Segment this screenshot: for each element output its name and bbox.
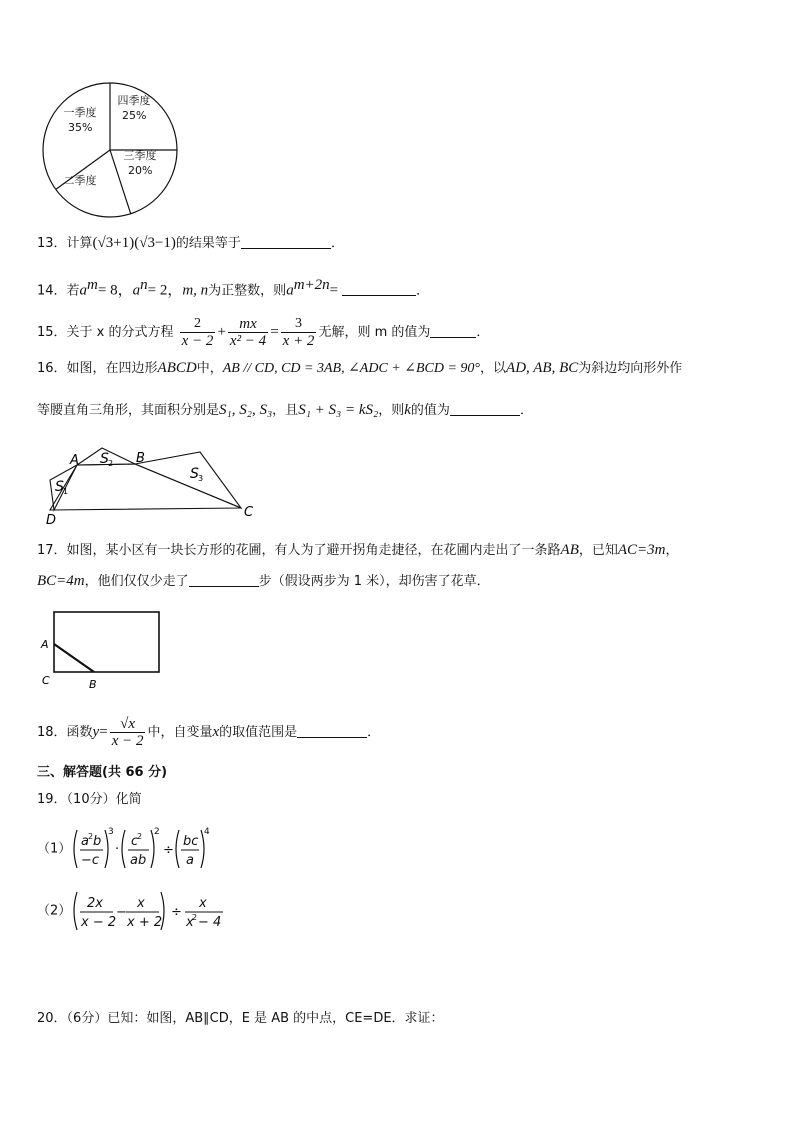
fraction: $\frac{√x}{x - 2}$ bbox=[111, 716, 144, 749]
svg-text:x + 2: x + 2 bbox=[127, 915, 163, 930]
pie-slice-label: 一季度 bbox=[63, 106, 97, 119]
answer-blank bbox=[241, 234, 331, 249]
answer-blank bbox=[430, 323, 476, 338]
svg-text:·: · bbox=[115, 842, 120, 857]
question-16-line-2: 等腰直角三角形，其面积分别是S₁, S₂, S₃，且S₁ + S₃ = kS₂，则k的值为 ． bbox=[37, 402, 533, 418]
label-S2: S bbox=[100, 451, 109, 467]
svg-text:x − 2: x − 2 bbox=[81, 915, 117, 930]
svg-text:x: x bbox=[186, 915, 194, 930]
question-13: 13．计算(√3+1)(√3−1)的结果等于 ． bbox=[37, 235, 344, 251]
svg-text:x: x bbox=[137, 896, 145, 911]
svg-text:ab: ab bbox=[130, 853, 147, 868]
question-17-line-2: BC=4m，他们仅仅少走了 步（假设两步为 1 米），却伤害了花草． bbox=[37, 573, 490, 589]
answer-blank bbox=[342, 281, 416, 296]
svg-text:b: b bbox=[93, 834, 102, 849]
question-18: 18．函数y= $\frac{√x}{x - 2}$ 中，自变量x的取值范围是 ． bbox=[37, 716, 381, 749]
question-14: 14．若$a^m= 8$，$a^n= 2$，m, n为正整数，则$a^{m+2n}=$ ． bbox=[37, 277, 430, 299]
pie-slice-label: 三季度 bbox=[123, 149, 157, 162]
pie-slice-label: 二季度 bbox=[63, 174, 97, 187]
label-C: C bbox=[244, 505, 254, 520]
svg-text:2: 2 bbox=[154, 827, 161, 837]
pie-slice-percent: 20% bbox=[128, 164, 153, 177]
answer-blank bbox=[297, 723, 367, 738]
label-S3: S bbox=[190, 466, 199, 482]
answer-blank bbox=[189, 572, 259, 587]
svg-text:1: 1 bbox=[63, 487, 69, 496]
svg-text:−c: −c bbox=[81, 853, 100, 868]
section-heading: 三、解答题(共 66 分) bbox=[37, 765, 168, 780]
label-C: C bbox=[42, 674, 50, 687]
q19-part-2-expression bbox=[71, 888, 271, 934]
svg-text:2: 2 bbox=[88, 832, 94, 841]
garden-figure bbox=[36, 606, 166, 692]
svg-text:3: 3 bbox=[198, 474, 204, 483]
svg-text:2: 2 bbox=[192, 913, 198, 922]
q19-part-1-expression bbox=[71, 826, 231, 872]
label-B: B bbox=[136, 451, 145, 466]
fraction: $\frac{2}{x - 2}$ bbox=[181, 316, 214, 349]
svg-text:a: a bbox=[186, 853, 195, 868]
label-D: D bbox=[46, 513, 57, 528]
svg-text:−: − bbox=[116, 905, 128, 920]
svg-text:x: x bbox=[199, 896, 207, 911]
fraction: $\frac{3}{x + 2}$ bbox=[282, 316, 315, 349]
q19-part-2: （2） 2x x − 2 − x x + 2 ÷ x x 2 − 4 bbox=[37, 888, 271, 934]
label-A: A bbox=[70, 453, 79, 468]
svg-text:bc: bc bbox=[183, 834, 199, 849]
fraction: $\frac{mx}{\text{x² − 4}}$ bbox=[229, 316, 267, 349]
label-A: A bbox=[41, 638, 49, 651]
svg-text:2: 2 bbox=[137, 832, 143, 841]
question-19: 19．（10分）化简 bbox=[37, 792, 142, 807]
quadrilateral-figure bbox=[40, 444, 270, 530]
question-17-line-1: 17．如图，某小区有一块长方形的花圃，有人为了避开拐角走捷径，在花圃内走出了一条路AB，已知AC=3m， bbox=[37, 542, 679, 558]
pie-slice-percent: 35% bbox=[68, 121, 93, 134]
pie-chart bbox=[40, 80, 180, 220]
label-S1: S bbox=[55, 479, 64, 495]
question-20: 20．（6分）已知：如图，AB∥CD，E 是 AB 的中点，CE=DE．求证： bbox=[37, 1011, 444, 1026]
svg-text:− 4: − 4 bbox=[198, 915, 222, 930]
svg-text:2x: 2x bbox=[87, 896, 104, 911]
pie-slice-label: 四季度 bbox=[117, 94, 151, 107]
svg-text:a: a bbox=[81, 834, 90, 849]
q13-expression: (√3+1)(√3−1) bbox=[92, 235, 176, 251]
svg-text:÷: ÷ bbox=[163, 843, 175, 858]
pie-slice-percent: 25% bbox=[122, 109, 147, 122]
q19-part-1: （1） a 2 b −c 3 · c 2 ab 2 ÷ bc a 4 bbox=[37, 826, 231, 872]
question-16-line-1: 16．如图，在四边形ABCD中，AB // CD, CD = 3AB, ∠ADC + ∠BCD = 90°，以AD, AB, BC为斜边均向形外作 bbox=[37, 360, 683, 376]
svg-text:÷: ÷ bbox=[171, 905, 183, 920]
svg-text:2: 2 bbox=[108, 459, 114, 468]
svg-text:3: 3 bbox=[108, 827, 115, 837]
svg-text:4: 4 bbox=[204, 827, 211, 837]
label-B: B bbox=[89, 678, 97, 691]
answer-blank bbox=[450, 401, 520, 416]
svg-text:c: c bbox=[131, 834, 139, 849]
question-15: 15．关于 x 的分式方程 $\frac{2}{x - 2}$ + $\frac{mx}{\text{x² − 4}}$ = $\frac{3}{x + 2}$ 无解，则 m 的值为 ． bbox=[37, 316, 490, 349]
